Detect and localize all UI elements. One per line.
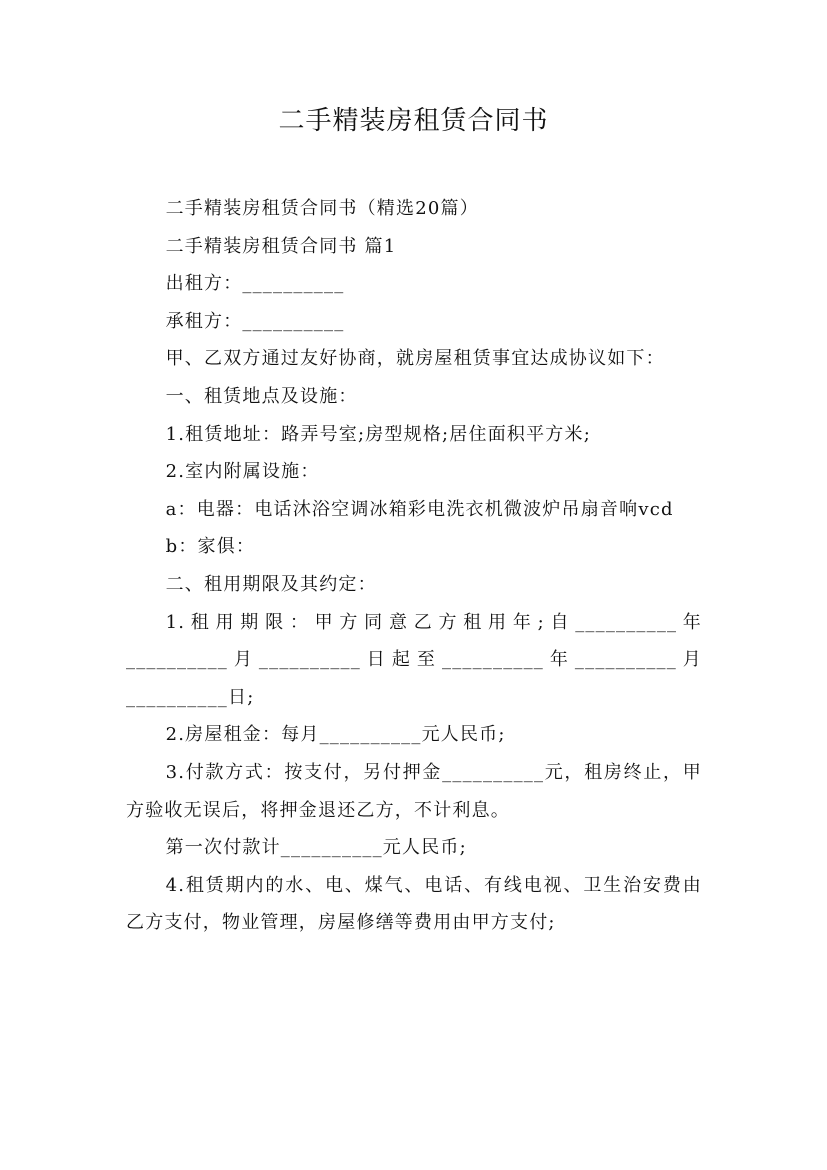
paragraph-agreement-intro: 甲、乙双方通过友好协商，就房屋租赁事宜达成协议如下： (165, 348, 665, 370)
paragraph-first-payment: 第一次付款计__________元人民币; (165, 837, 467, 859)
paragraph-facilities: 2.室内附属设施： (165, 461, 320, 483)
paragraph-section-heading: 二手精装房租赁合同书 篇1 (165, 235, 397, 257)
paragraph-location-heading: 一、租赁地点及设施： (165, 385, 358, 407)
paragraph-appliances: a：电器：电话沐浴空调冰箱彩电洗衣机微波炉吊扇音响vcd (165, 498, 674, 520)
document-title: 二手精装房租赁合同书 (278, 106, 549, 136)
paragraph-term-period: 1.租用期限：甲方同意乙方租用年;自__________年__________月__________日起至__________年__________月__________日; (126, 611, 702, 708)
paragraph-subtitle: 二手精装房租赁合同书（精选20篇） (165, 198, 479, 219)
paragraph-lessor: 出租方：__________ (165, 273, 345, 295)
paragraph-rent: 2.房屋租金：每月__________元人民币; (165, 724, 506, 746)
paragraph-payment-method: 3.付款方式：按支付，另付押金__________元，租房终止，甲方验收无误后，将押金退还乙方，不计利息。 (126, 761, 702, 821)
paragraph-term-heading: 二、租用期限及其约定： (165, 573, 377, 595)
paragraph-lessee: 承租方：__________ (165, 310, 345, 332)
paragraph-furniture: b：家俱： (165, 536, 256, 558)
document-body (126, 190, 702, 942)
paragraph-utility-fees: 4.租赁期内的水、电、煤气、电话、有线电视、卫生治安费由乙方支付，物业管理，房屋修缮等费用由甲方支付; (126, 874, 702, 934)
paragraph-rental-address: 1.租赁地址：路弄号室;房型规格;居住面积平方米; (165, 423, 591, 445)
